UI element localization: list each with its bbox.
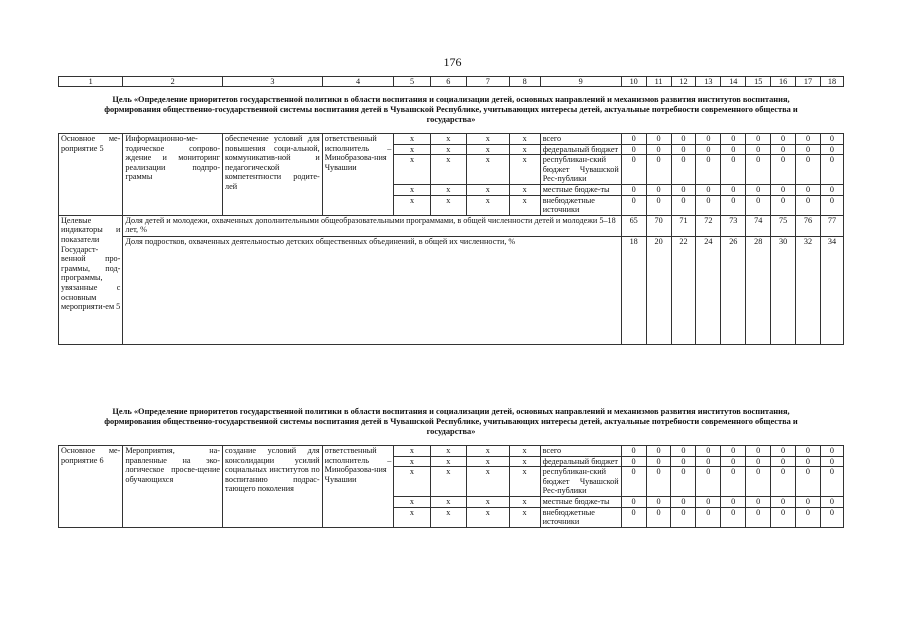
indicator-value: 71	[671, 215, 696, 236]
value-cell: 0	[696, 155, 721, 185]
value-cell: 0	[771, 456, 796, 467]
x-mark: x	[394, 467, 430, 497]
x-mark: x	[509, 155, 540, 185]
value-cell: 0	[646, 456, 671, 467]
value-cell: 0	[646, 467, 671, 497]
value-cell: 0	[820, 184, 843, 195]
value-cell: 0	[621, 184, 646, 195]
value-cell: 0	[796, 184, 821, 195]
value-cell: 0	[696, 134, 721, 145]
x-mark: x	[467, 134, 510, 145]
x-mark: x	[430, 456, 466, 467]
value-cell: 0	[746, 467, 771, 497]
x-mark: x	[467, 195, 510, 215]
value-cell: 0	[746, 144, 771, 155]
x-mark: x	[394, 456, 430, 467]
value-cell: 0	[696, 184, 721, 195]
value-cell: 0	[746, 496, 771, 507]
value-cell: 0	[795, 467, 820, 497]
value-cell: 0	[671, 155, 696, 185]
x-mark: x	[466, 496, 509, 507]
indicator-value: 22	[671, 237, 696, 345]
value-cell: 0	[621, 195, 646, 215]
funding-source: местные бюдже-ты	[540, 184, 621, 195]
indicator-value: 74	[746, 215, 771, 236]
x-mark: x	[430, 496, 466, 507]
event-executor: ответственный исполнитель – Минобразова-ния Чувашии	[322, 134, 394, 216]
column-number: 15	[746, 77, 771, 87]
funding-source: республикан-ский бюджет Чувашской Рес-публики	[540, 467, 621, 497]
value-cell: 0	[746, 456, 771, 467]
value-cell: 0	[696, 467, 721, 497]
event-name: Информационно-ме-тодическое сопрово-ждение и мониторинг реализации подпро-граммы	[123, 134, 223, 216]
value-cell: 0	[646, 507, 671, 527]
value-cell: 0	[795, 496, 820, 507]
indicators-label: Целевые индикаторы и показатели Государст-венной про-граммы, под-программы, увязанные с основным мероприяти-ем 5	[59, 215, 123, 344]
indicator-value: 76	[796, 215, 821, 236]
value-cell: 0	[646, 155, 671, 185]
value-cell: 0	[671, 134, 696, 145]
x-mark: x	[394, 144, 430, 155]
value-cell: 0	[671, 195, 696, 215]
x-mark: x	[466, 467, 509, 497]
value-cell: 0	[671, 496, 696, 507]
x-mark: x	[394, 195, 430, 215]
column-number-row	[59, 77, 844, 87]
value-cell: 0	[746, 507, 771, 527]
x-mark: x	[430, 144, 466, 155]
goal-heading: Цель «Определение приоритетов государственной политики в области воспитания и социализации детей, основных направлений и механизмов развития институтов воспитания, формирования общественно-государственной системы воспитания детей в Чувашской Республике, учитывающих интересы детей, актуальные потребности современного общества и государства»	[104, 95, 798, 124]
value-cell: 0	[820, 456, 843, 467]
value-cell: 0	[721, 144, 746, 155]
x-mark: x	[467, 144, 510, 155]
value-cell: 0	[721, 456, 746, 467]
x-mark: x	[509, 507, 540, 527]
funding-source: местные бюдже-ты	[540, 496, 621, 507]
value-cell: 0	[621, 507, 646, 527]
x-mark: x	[430, 134, 466, 145]
x-mark: x	[466, 446, 509, 457]
x-mark: x	[509, 144, 540, 155]
page-number: 176	[443, 55, 462, 69]
indicator-value: 28	[746, 237, 771, 345]
value-cell: 0	[771, 496, 796, 507]
indicator-value: 20	[646, 237, 671, 345]
value-cell: 0	[796, 155, 821, 185]
funding-source: внебюджетные источники	[540, 195, 621, 215]
funding-row-total	[59, 134, 844, 145]
indicator-value: 70	[646, 215, 671, 236]
funding-source: всего	[540, 134, 621, 145]
indicator-value: 18	[621, 237, 646, 345]
x-mark: x	[509, 446, 540, 457]
x-mark: x	[430, 195, 466, 215]
x-mark: x	[467, 184, 510, 195]
event-executor: ответственный исполнитель – Минобразова-ния Чувашии	[322, 446, 394, 528]
value-cell: 0	[771, 446, 796, 457]
value-cell: 0	[646, 134, 671, 145]
column-number: 16	[771, 77, 796, 87]
column-number: 7	[467, 77, 510, 87]
column-number: 8	[509, 77, 540, 87]
value-cell: 0	[820, 496, 843, 507]
x-mark: x	[509, 496, 540, 507]
value-cell: 0	[696, 496, 721, 507]
value-cell: 0	[820, 144, 843, 155]
column-number: 10	[621, 77, 646, 87]
value-cell: 0	[621, 467, 646, 497]
column-number: 18	[820, 77, 843, 87]
x-mark: x	[509, 467, 540, 497]
value-cell: 0	[796, 134, 821, 145]
value-cell: 0	[671, 144, 696, 155]
indicator-value: 24	[696, 237, 721, 345]
indicator-value: 77	[820, 215, 843, 236]
column-number: 6	[430, 77, 466, 87]
x-mark: x	[430, 446, 466, 457]
value-cell: 0	[696, 456, 721, 467]
value-cell: 0	[820, 155, 843, 185]
value-cell: 0	[771, 144, 796, 155]
x-mark: x	[509, 184, 540, 195]
event-label: Основное ме-роприятие 6	[59, 446, 123, 528]
value-cell: 0	[696, 195, 721, 215]
value-cell: 0	[671, 467, 696, 497]
value-cell: 0	[796, 144, 821, 155]
value-cell: 0	[696, 144, 721, 155]
value-cell: 0	[795, 507, 820, 527]
goal-heading: Цель «Определение приоритетов государственной политики в области воспитания и социализации детей, основных направлений и механизмов развития институтов воспитания, формирования общественно-государственной системы воспитания детей в Чувашской Республике, учитывающих интересы детей, актуальные потребности современного общества и государства»	[104, 407, 798, 436]
value-cell: 0	[746, 134, 771, 145]
value-cell: 0	[820, 467, 843, 497]
indicator-row	[59, 237, 844, 345]
indicator-value: 75	[771, 215, 796, 236]
x-mark: x	[394, 446, 430, 457]
x-mark: x	[430, 467, 466, 497]
indicator-value: 65	[621, 215, 646, 236]
value-cell: 0	[721, 496, 746, 507]
value-cell: 0	[771, 507, 796, 527]
value-cell: 0	[646, 195, 671, 215]
column-number: 17	[796, 77, 821, 87]
value-cell: 0	[646, 446, 671, 457]
column-number: 14	[721, 77, 746, 87]
x-mark: x	[430, 184, 466, 195]
value-cell: 0	[820, 195, 843, 215]
value-cell: 0	[646, 184, 671, 195]
x-mark: x	[467, 155, 510, 185]
x-mark: x	[509, 456, 540, 467]
indicator-value: 32	[796, 237, 821, 345]
value-cell: 0	[820, 446, 843, 457]
value-cell: 0	[696, 507, 721, 527]
value-cell: 0	[796, 195, 821, 215]
indicator-row	[59, 215, 844, 236]
x-mark: x	[394, 155, 430, 185]
indicator-text: Доля подростков, охваченных деятельностью детских общественных объединений, в общей их численности, %	[123, 237, 621, 345]
x-mark: x	[466, 507, 509, 527]
event-name: Мероприятия, на-правленные на эко-логическое просве-щение обучающихся	[123, 446, 223, 528]
value-cell: 0	[795, 446, 820, 457]
value-cell: 0	[771, 467, 796, 497]
value-cell: 0	[746, 195, 771, 215]
column-number: 4	[322, 77, 394, 87]
indicator-value: 34	[820, 237, 843, 345]
program-table-1	[58, 76, 844, 345]
value-cell: 0	[721, 467, 746, 497]
value-cell: 0	[771, 134, 796, 145]
value-cell: 0	[621, 134, 646, 145]
column-number: 13	[696, 77, 721, 87]
funding-source: федеральный бюджет	[540, 144, 621, 155]
funding-source: федеральный бюджет	[540, 456, 621, 467]
column-number: 1	[59, 77, 123, 87]
value-cell: 0	[721, 184, 746, 195]
value-cell: 0	[721, 507, 746, 527]
program-table-2	[58, 407, 844, 528]
x-mark: x	[466, 456, 509, 467]
x-mark: x	[509, 195, 540, 215]
value-cell: 0	[671, 184, 696, 195]
x-mark: x	[394, 184, 430, 195]
event-label: Основное ме-роприятие 5	[59, 134, 123, 216]
column-number: 3	[223, 77, 323, 87]
column-number: 11	[646, 77, 671, 87]
x-mark: x	[394, 496, 430, 507]
value-cell: 0	[746, 184, 771, 195]
funding-source: республикан-ский бюджет Чувашской Рес-публики	[540, 155, 621, 185]
value-cell: 0	[671, 507, 696, 527]
x-mark: x	[394, 507, 430, 527]
value-cell: 0	[646, 144, 671, 155]
column-number: 2	[123, 77, 223, 87]
value-cell: 0	[671, 446, 696, 457]
column-number: 9	[540, 77, 621, 87]
value-cell: 0	[820, 134, 843, 145]
funding-source: внебюджетные источники	[540, 507, 621, 527]
value-cell: 0	[621, 155, 646, 185]
indicator-value: 30	[771, 237, 796, 345]
event-purpose: создание условий для консолидации усилий социальных институтов по воспитанию подрас-тающего поколения	[223, 446, 323, 528]
value-cell: 0	[671, 456, 696, 467]
value-cell: 0	[820, 507, 843, 527]
x-mark: x	[430, 507, 466, 527]
indicator-text: Доля детей и молодежи, охваченных дополнительными общеобразовательными программами, в общей численности детей и молодежи 5–18 лет, %	[123, 215, 621, 236]
value-cell: 0	[746, 155, 771, 185]
x-mark: x	[430, 155, 466, 185]
value-cell: 0	[721, 134, 746, 145]
event-purpose: обеспечение условий для повышения соци-альной, коммуникатив-ной и педагогической компетентности родите-лей	[223, 134, 323, 216]
value-cell: 0	[795, 456, 820, 467]
value-cell: 0	[771, 195, 796, 215]
indicator-value: 73	[721, 215, 746, 236]
x-mark: x	[394, 134, 430, 145]
value-cell: 0	[621, 144, 646, 155]
value-cell: 0	[621, 496, 646, 507]
value-cell: 0	[721, 155, 746, 185]
value-cell: 0	[771, 184, 796, 195]
value-cell: 0	[746, 446, 771, 457]
value-cell: 0	[696, 446, 721, 457]
value-cell: 0	[646, 496, 671, 507]
value-cell: 0	[621, 456, 646, 467]
column-number: 12	[671, 77, 696, 87]
value-cell: 0	[771, 155, 796, 185]
value-cell: 0	[721, 446, 746, 457]
value-cell: 0	[621, 446, 646, 457]
funding-source: всего	[540, 446, 621, 457]
value-cell: 0	[721, 195, 746, 215]
x-mark: x	[509, 134, 540, 145]
column-number: 5	[394, 77, 430, 87]
funding-row-total	[59, 446, 844, 457]
indicator-value: 72	[696, 215, 721, 236]
indicator-value: 26	[721, 237, 746, 345]
